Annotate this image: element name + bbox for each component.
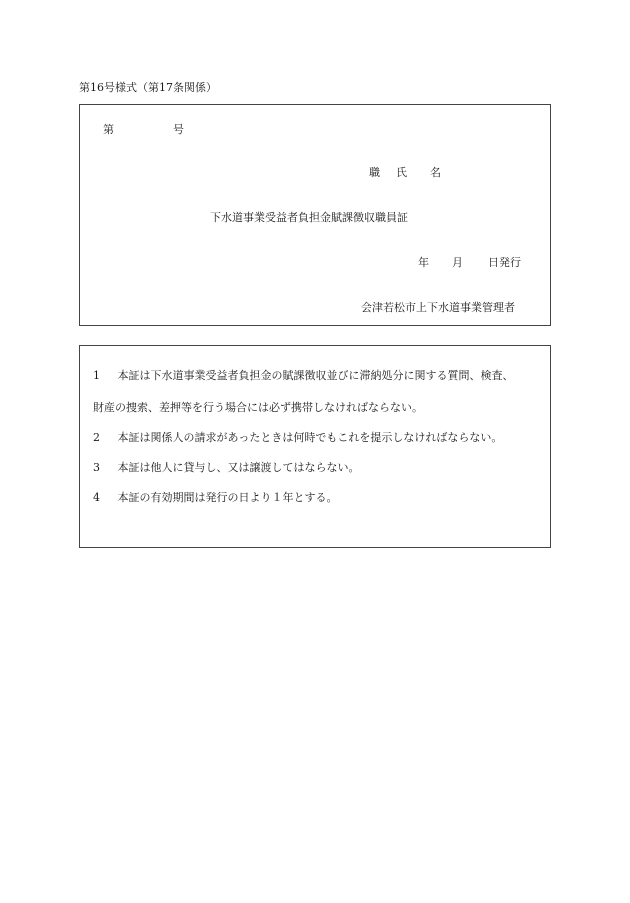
note-number: 2 (93, 431, 100, 444)
date-day-issued: 日発行 (488, 256, 521, 269)
name-label-2: 名 (430, 166, 441, 179)
date-year: 年 (418, 256, 429, 269)
number-prefix: 第 (103, 123, 114, 136)
note-text: 本証は関係人の請求があったときは何時でもこれを提示しなければならない。 (117, 431, 503, 444)
note-item (93, 399, 423, 415)
note-item (93, 367, 514, 383)
note-text: 財産の捜索、差押等を行う場合には必ず携帯しなければならない。 (93, 401, 423, 414)
note-item (93, 459, 360, 475)
certificate-box (79, 104, 551, 326)
note-number: 4 (93, 491, 100, 504)
note-text: 本証は下水道事業受益者負担金の賦課徴収並びに滞納処分に関する質問、検査、 (117, 369, 514, 382)
form-title: 第16号様式（第17条関係） (79, 81, 217, 94)
note-item (93, 429, 502, 445)
note-text: 本証は他人に貸与し、又は譲渡してはならない。 (117, 461, 360, 474)
note-number: 3 (93, 461, 100, 474)
issuer-name: 会津若松市上下水道事業管理者 (361, 301, 515, 314)
note-number: 1 (93, 369, 100, 382)
certificate-title: 下水道事業受益者負担金賦課徴収職員証 (210, 211, 408, 224)
notes-box (79, 345, 551, 548)
name-label-1: 氏 (396, 166, 407, 179)
note-text: 本証の有効期間は発行の日より１年とする。 (117, 491, 338, 504)
number-suffix: 号 (173, 123, 184, 136)
date-month: 月 (452, 256, 463, 269)
note-item (93, 489, 338, 505)
position-label: 職 (369, 166, 380, 179)
